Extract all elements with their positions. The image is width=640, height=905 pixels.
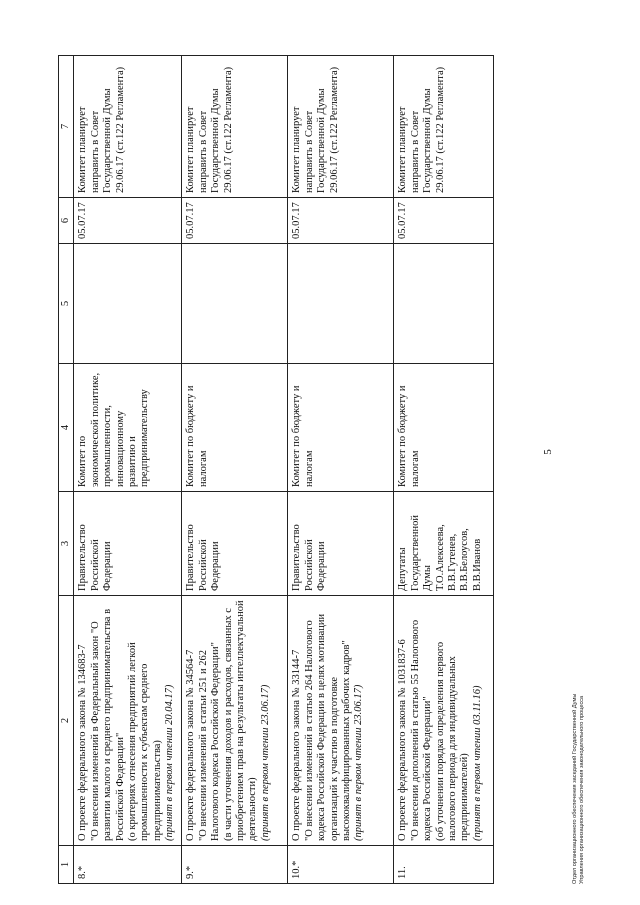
committee-cell: Комитет по бюджету и налогам xyxy=(182,364,288,492)
column-5-cell xyxy=(74,244,182,364)
column-header-5: 5 xyxy=(59,244,74,364)
column-header-3: 3 xyxy=(59,492,74,596)
bill-cell xyxy=(182,596,288,846)
bill-title: О проекте федерального закона № 34564-7 "О внесении изменений в статьи 251 и 262 Налогового кодекса Российской Федерации" (в части уточнения доходов и расходов, связанных с приобретением прав на результаты интеллектуальной деятельности) xyxy=(185,600,259,841)
table-header-row xyxy=(59,56,74,884)
column-5-cell xyxy=(288,244,394,364)
footer-directorate: Управления организационного обеспечения законодательного процесса xyxy=(578,695,585,884)
plan-cell: Комитет планирует направить в Совет Государственной Думы 29.06.17 (ст.122 Регламента) xyxy=(394,56,494,198)
date-cell: 05.07.17 xyxy=(74,198,182,244)
table-row xyxy=(394,56,494,884)
date-cell: 05.07.17 xyxy=(182,198,288,244)
plan-cell: Комитет планирует направить в Совет Государственной Думы 29.06.17 (ст.122 Регламента) xyxy=(288,56,394,198)
date-cell: 05.07.17 xyxy=(394,198,494,244)
plan-cell: Комитет планирует направить в Совет Государственной Думы 29.06.17 (ст.122 Регламента) xyxy=(182,56,288,198)
row-number: 11. xyxy=(394,846,494,884)
column-header-4: 4 xyxy=(59,364,74,492)
bill-cell xyxy=(394,596,494,846)
table-row xyxy=(74,56,182,884)
row-number: 9.* xyxy=(182,846,288,884)
table-row xyxy=(182,56,288,884)
bill-title: О проекте федерального закона № 134683-7 "О внесении изменений в Федеральный закон "О развитии малого и среднего предпринимательства в Российской Федерации" (о критериях отнесения предприятий легкой промышленности к субъектам среднего предпринимательства) xyxy=(77,608,163,841)
bill-cell xyxy=(74,596,182,846)
column-5-cell xyxy=(182,244,288,364)
column-header-1: 1 xyxy=(59,846,74,884)
table-row xyxy=(288,56,394,884)
bill-reading-note: (принят в первом чтении 23.06.17) xyxy=(353,684,365,841)
author-cell: Правительство Российской Федерации xyxy=(74,492,182,596)
legislative-table-sheet xyxy=(58,56,534,884)
committee-cell: Комитет по бюджету и налогам xyxy=(288,364,394,492)
column-header-7: 7 xyxy=(59,56,74,198)
bill-title: О проекте федерального закона № 1031837-6 "О внесении дополнений в статью 55 Налогового кодекса Российской Федерации" (об уточнении порядка определения первого налогового периода для индивидуальных предпринимателей) xyxy=(397,619,471,841)
bills-table xyxy=(58,55,494,884)
author-cell: Правительство Российской Федерации xyxy=(182,492,288,596)
author-cell: Депутаты Государственной Думы Т.О.Алексеева, В.В.Гутенев, В.В.Белоусов, В.В.Иванов xyxy=(394,492,494,596)
column-header-2: 2 xyxy=(59,596,74,846)
page-footer xyxy=(572,584,586,884)
author-cell: Правительство Российской Федерации xyxy=(288,492,394,596)
committee-cell: Комитет по бюджету и налогам xyxy=(394,364,494,492)
bill-reading-note: (принят в первом чтении 20.04.17) xyxy=(164,684,175,841)
committee-cell: Комитет по экономической политике, промышленности, инновационному развитию и предпринимательству xyxy=(74,364,182,492)
bill-cell xyxy=(288,596,394,846)
row-number: 10.* xyxy=(288,846,394,884)
bill-reading-note: (принят в первом чтении 23.06.17) xyxy=(259,684,271,841)
column-header-6: 6 xyxy=(59,198,74,244)
date-cell: 05.07.17 xyxy=(288,198,394,244)
page-number: 5 xyxy=(542,449,554,455)
bill-reading-note: (принят в первом чтении 03.11.16) xyxy=(471,685,483,841)
bill-title: О проекте федерального закона № 33144-7 "О внесении изменений в статью 264 Налогового кодекса Российской Федерации в целях мотивации организаций к участию в подготовке высококвалифицированных рабочих кадров" xyxy=(291,613,352,841)
column-5-cell xyxy=(394,244,494,364)
row-number: 8.* xyxy=(74,846,182,884)
plan-cell: Комитет планирует направить в Совет Государственной Думы 29.06.17 (ст.122 Регламента) xyxy=(74,56,182,198)
footer-department: Отдел организационного обеспечения заседаний Государственной Думы xyxy=(572,693,578,884)
